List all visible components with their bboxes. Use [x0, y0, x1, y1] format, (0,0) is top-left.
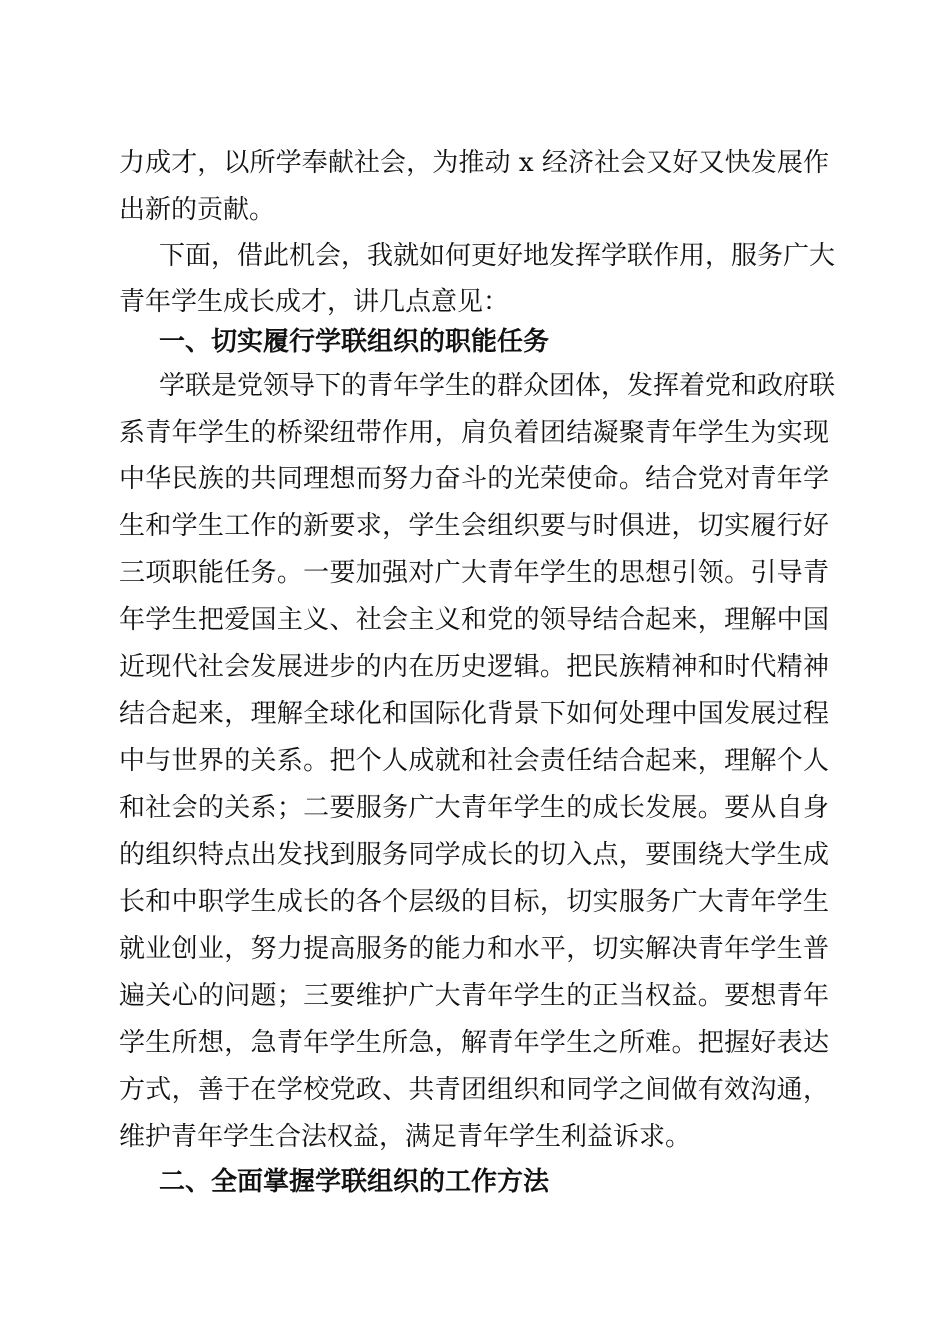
paragraph-1-line-1: 力成才，以所学奉献社会，为推动 x 经济社会又好又快发展作: [119, 148, 829, 178]
paragraph-2-line-1: 下面，借此机会，我就如何更好地发挥学联作用，服务广大: [159, 241, 836, 271]
paragraph-3-line-13: 就业创业，努力提高服务的能力和水平，切实解决青年学生普: [119, 934, 829, 964]
paragraph-3-line-16: 方式，善于在学校党政、共青团组织和同学之间做有效沟通，: [119, 1075, 829, 1105]
paragraph-3-line-2: 系青年学生的桥梁纽带作用，肩负着团结凝聚青年学生为实现: [119, 418, 829, 448]
paragraph-3-line-4: 生和学生工作的新要求，学生会组织要与时俱进，切实履行好: [119, 511, 829, 541]
paragraph-3-line-3: 中华民族的共同理想而努力奋斗的光荣使命。结合党对青年学: [119, 464, 829, 494]
paragraph-3-line-10: 和社会的关系；二要服务广大青年学生的成长发展。要从自身: [119, 793, 829, 823]
paragraph-3-line-6: 年学生把爱国主义、社会主义和党的领导结合起来，理解中国: [119, 605, 829, 635]
paragraph-3-line-8: 结合起来，理解全球化和国际化背景下如何处理中国发展过程: [119, 699, 829, 729]
paragraph-1-line-2: 出新的贡献。: [119, 195, 276, 225]
paragraph-2-line-2: 青年学生成长成才，讲几点意见：: [119, 287, 510, 317]
paragraph-3-line-12: 长和中职学生成长的各个层级的目标，切实服务广大青年学生: [119, 887, 829, 917]
paragraph-3-line-14: 遍关心的问题；三要维护广大青年学生的正当权益。要想青年: [119, 981, 829, 1011]
paragraph-3-line-7: 近现代社会发展进步的内在历史逻辑。把民族精神和时代精神: [119, 652, 829, 682]
paragraph-3-line-11: 的组织特点出发找到服务同学成长的切入点，要围绕大学生成: [119, 840, 829, 870]
section-heading-2: 二、全面掌握学联组织的工作方法: [159, 1167, 550, 1197]
paragraph-3-line-15: 学生所想，急青年学生所急，解青年学生之所难。把握好表达: [119, 1028, 829, 1058]
section-heading-1: 一、切实履行学联组织的职能任务: [159, 327, 550, 357]
paragraph-3-line-17: 维护青年学生合法权益，满足青年学生利益诉求。: [119, 1122, 692, 1152]
paragraph-3-line-5: 三项职能任务。一要加强对广大青年学生的思想引领。引导青: [119, 558, 829, 588]
paragraph-3-line-1: 学联是党领导下的青年学生的群众团体，发挥着党和政府联: [159, 371, 836, 401]
paragraph-3-line-9: 中与世界的关系。把个人成就和社会责任结合起来，理解个人: [119, 746, 829, 776]
